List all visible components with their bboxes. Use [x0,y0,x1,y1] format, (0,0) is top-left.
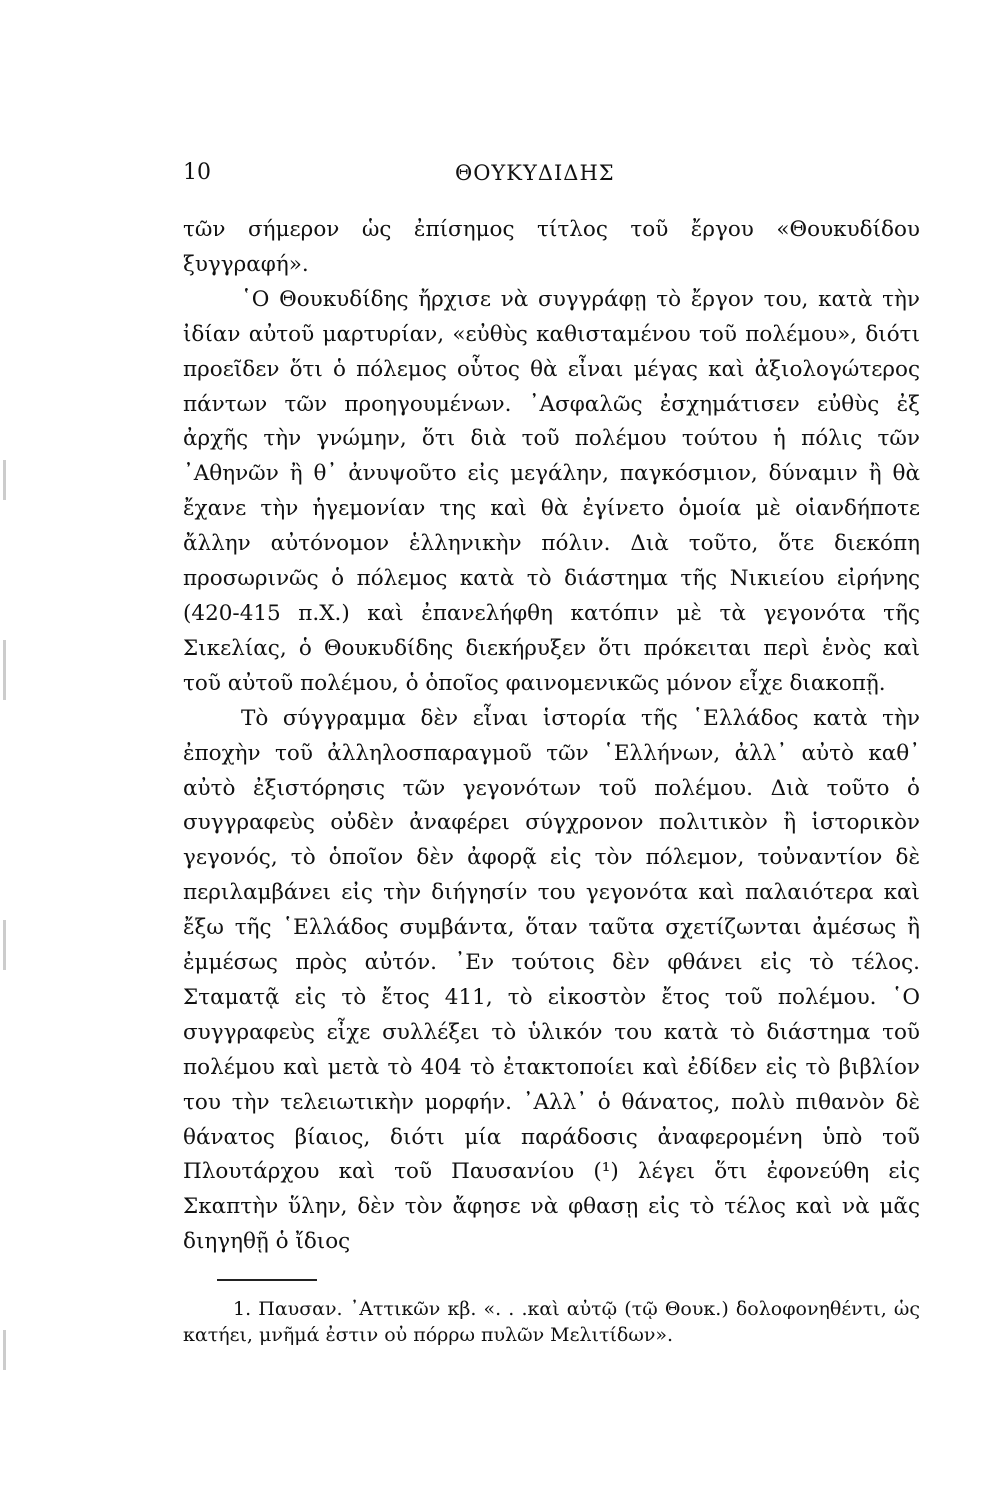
footnote-divider [217,1279,317,1281]
binding-edge-mark [3,1330,6,1370]
binding-edge-mark [3,460,6,500]
binding-edge-mark [3,640,6,700]
paragraph: τῶν σήμερον ὡς ἐπίσημος τίτλος τοῦ ἔργου «Θουκυδίδου ξυγγραφή». [183,217,920,277]
page-number: 10 [183,160,211,185]
binding-edge-mark [3,920,6,970]
paragraph: Τὸ σύγγραμμα δὲν εἶναι ἱστορία τῆς ῾Ελλάδος κατὰ τὴν ἐποχὴν τοῦ ἀλληλοσπαραγμοῦ τῶν ῾Ελλήνων, ἀλλ᾿ αὐτὸ καθ᾿ αὐτὸ ἐξιστόρησις τῶν γεγονότων τοῦ πολέμου. Διὰ τοῦτο ὁ συγγραφεὺς οὐδὲν ἀναφέρει σύγχρονον πολιτικὸν ἢ ἱστορικὸν γεγονός, τὸ ὁποῖον δὲν ἀφορᾷ εἰς τὸν πόλεμον, τοὐναντίον δὲ περιλαμβάνει εἰς τὴν διήγησίν του γεγονότα καὶ παλαιότερα καὶ ἔξω τῆς ῾Ελλάδος συμβάντα, ὅταν ταῦτα σχετίζωνται ἀμέσως ἢ ἐμμέσως πρὸς αὐτόν. ᾿Εν τούτοις δὲν φθάνει εἰς τὸ τέλος. Σταματᾷ εἰς τὸ ἔτος 411, τὸ εἰκοστὸν ἔτος τοῦ πολέμου. ῾Ο συγγραφεὺς εἶχε συλλέξει τὸ ὑλικόν του κατὰ τὸ διάστημα τοῦ πολέμου καὶ μετὰ τὸ 404 τὸ ἐτακτοποίει καὶ ἐδίδεν εἰς τὸ βιβλίον του τὴν τελειωτικὴν μορφήν. ᾿Αλλ᾿ ὁ θάνατος, πολὺ πιθανὸν δὲ θάνατος βίαιος, διότι μία παράδοσις ἀναφερομένη ὑπὸ τοῦ Πλουτάρχου καὶ τοῦ Παυσανίου (¹) λέγει ὅτι ἐφονεύθη εἰς Σκαπτὴν ὕλην, δὲν τὸν ἄφησε νὰ φθασῃ εἰς τὸ τέλος καὶ νὰ μᾶς διηγηθῇ ὁ ἴδιος [183,705,920,1255]
footnote: 1. Παυσαν. ᾿Αττικῶν κβ. «. . .καὶ αὐτῷ (τῷ Θουκ.) δολοφονηθέντι, ὡς κατήει, μνῆμά ἐστιν οὐ πόρρω πυλῶν Μελιτίδων». [183,1298,920,1346]
paragraph: ῾Ο Θουκυδίδης ἤρχισε νὰ συγγράφῃ τὸ ἔργον του, κατὰ τὴν ἰδίαν αὐτοῦ μαρτυρίαν, «εὐθὺς καθισταμένου τοῦ πολέμου», διότι προεῖδεν ὅτι ὁ πόλεμος οὗτος θὰ εἶναι μέγας καὶ ἀξιολογώτερος πάντων τῶν προηγουμένων. ᾿Ασφαλῶς ἐσχημάτισεν εὐθὺς ἐξ ἀρχῆς τὴν γνώμην, ὅτι διὰ τοῦ πολέμου τούτου ἡ πόλις τῶν ᾿Αθηνῶν ἢ θ᾿ ἀνυψοῦτο εἰς μεγάλην, παγκόσμιον, δύναμιν ἢ θὰ ἔχανε τὴν ἡγεμονίαν της καὶ θὰ ἐγίνετο ὁμοία μὲ οἱανδήποτε ἄλλην αὐτόνομον ἑλληνικὴν πόλιν. Διὰ τοῦτο, ὅτε διεκόπη προσωρινῶς ὁ πόλεμος κατὰ τὸ διάστημα τῆς Νικιείου εἰρήνης (420-415 π.Χ.) καὶ ἐπανελήφθη κατόπιν μὲ τὰ γεγονότα τῆς Σικελίας, ὁ Θουκυδίδης διεκήρυξεν ὅτι πρόκειται περὶ ἑνὸς καὶ τοῦ αὐτοῦ πολέμου, ὁ ὁποῖος φαινομενικῶς μόνον εἶχε διακοπῇ. [183,286,920,696]
main-text [183,213,920,1260]
running-head: ΘΟΥΚΥΔΙΔΗΣ [455,161,615,185]
